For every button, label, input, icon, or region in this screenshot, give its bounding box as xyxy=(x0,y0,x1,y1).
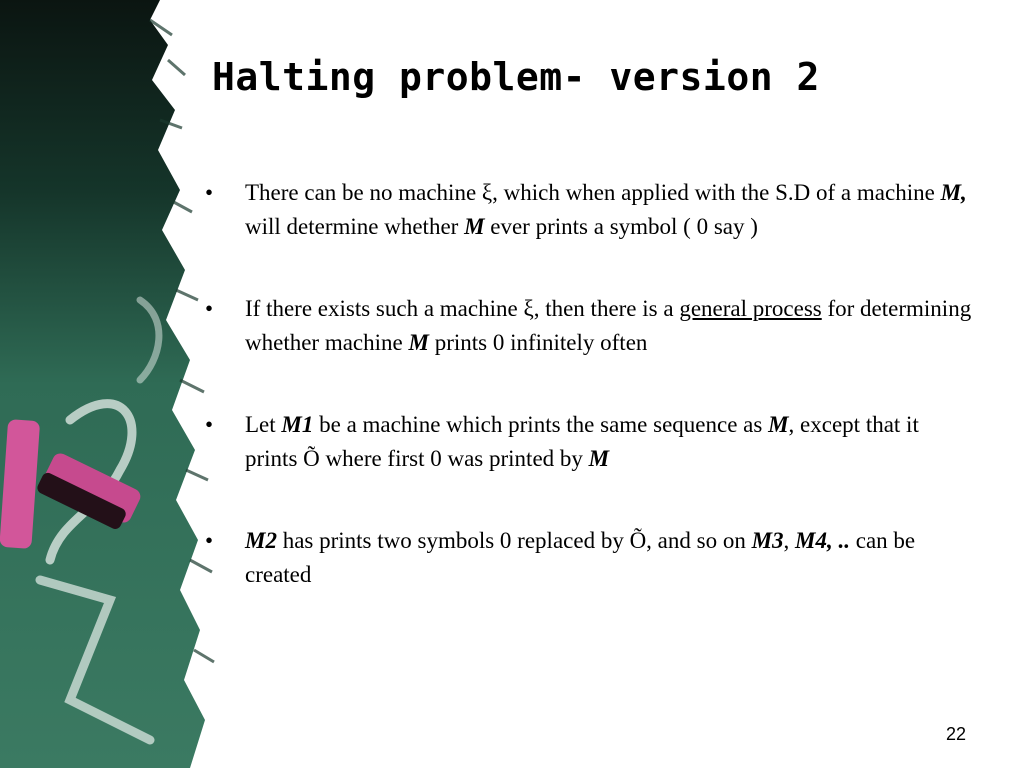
bullet-item-3 xyxy=(205,408,975,476)
machine-symbol: M1 xyxy=(281,412,314,437)
slide-title: Halting problem- version 2 xyxy=(212,55,820,99)
machine-symbol: M xyxy=(408,330,429,355)
bullet-text: There can be no machine ξ, which when applied with the S.D of a machine xyxy=(245,180,941,205)
bullet-text: will determine whether xyxy=(245,214,465,239)
machine-symbol: M xyxy=(768,412,789,437)
bullet-icon: • xyxy=(205,180,214,205)
bullet-text: prints 0 infinitely often xyxy=(428,330,648,355)
page-number: 22 xyxy=(946,724,967,744)
chalkboard-decoration xyxy=(0,0,240,768)
bullet-list xyxy=(205,176,975,640)
bullet-text: for determining whether machine xyxy=(245,296,972,355)
bullet-text: be a machine which prints the same sequence as xyxy=(313,412,769,437)
underlined-term: general process xyxy=(679,296,822,321)
bullet-item-2 xyxy=(205,292,975,360)
bullet-item-4 xyxy=(205,524,975,592)
bullet-text: has prints two symbols 0 replaced by Õ, and so on xyxy=(276,528,752,553)
bullet-text: , xyxy=(783,528,796,553)
bullet-text: If there exists such a machine ξ, then there is a xyxy=(245,296,680,321)
bullet-text: Let xyxy=(245,412,282,437)
bullet-text: can be created xyxy=(245,528,916,587)
machine-symbol: M3 xyxy=(751,528,784,553)
machine-symbol: M xyxy=(588,446,610,471)
bullet-item-1 xyxy=(205,176,975,244)
bullet-text: , except that it prints Õ where first 0 was printed by xyxy=(245,412,919,471)
machine-symbol: M2 xyxy=(245,528,277,553)
machine-symbol: M xyxy=(464,214,485,239)
bullet-icon: • xyxy=(205,412,214,437)
bullet-icon: • xyxy=(205,296,214,321)
bullet-text: ever prints a symbol ( 0 say ) xyxy=(484,214,758,239)
machine-symbol: M4, .. xyxy=(795,528,850,553)
machine-symbol: M, xyxy=(940,180,967,205)
bullet-icon: • xyxy=(205,528,214,553)
chalkboard-background xyxy=(0,0,205,768)
